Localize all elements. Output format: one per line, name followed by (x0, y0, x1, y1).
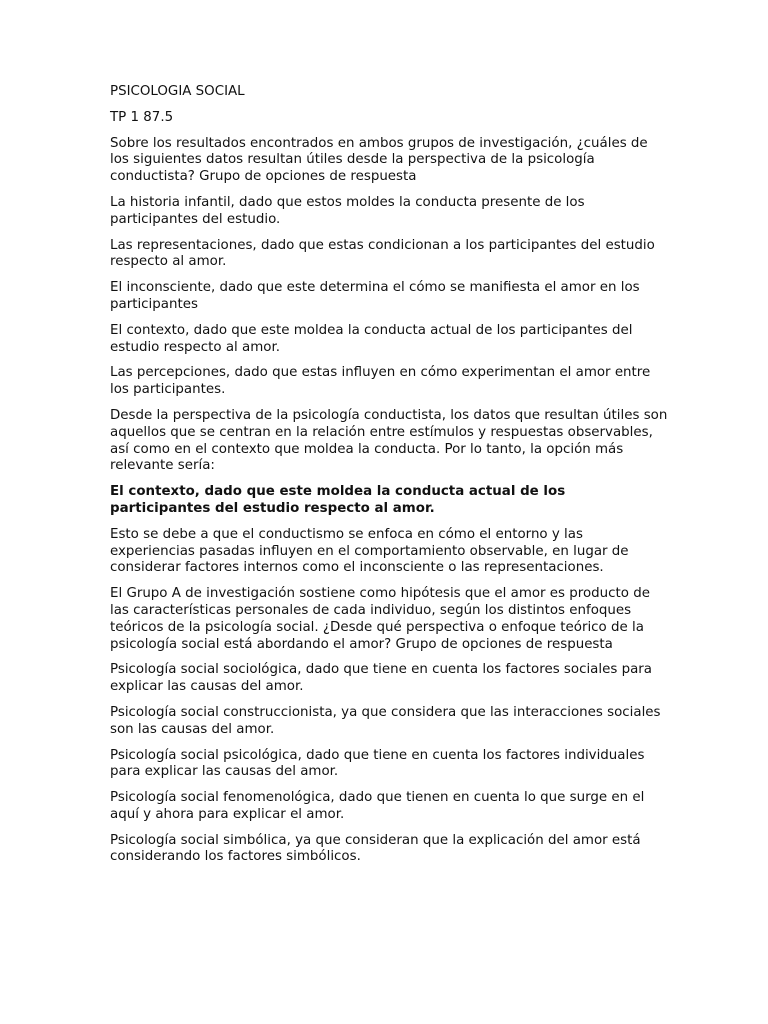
document-page (110, 84, 670, 875)
question-1-option: Las representaciones, dado que estas condicionan a los participantes del estudio respecto al amor. (110, 237, 655, 270)
document-title: PSICOLOGIA SOCIAL (110, 84, 245, 99)
question-2-option: Psicología social fenomenológica, dado que tienen en cuenta lo que surge en el aquí y ahora para explicar el amor. (110, 790, 645, 822)
question-1-option: La historia infantil, dado que estos moldes la conducta presente de los participantes del estudio. (110, 194, 585, 227)
question-2-option: Psicología social psicológica, dado que tiene en cuenta los factores individuales para explicar las causas del amor. (110, 747, 645, 780)
question-1-explanation: Desde la perspectiva de la psicología conductista, los datos que resultan útiles son aquellos que se centran en la relación entre estímulos y respuestas observables, así como en el contexto que moldea la conducta. Por lo tanto, la opción más relevante sería: (110, 407, 668, 474)
question-1-option: El contexto, dado que este moldea la conducta actual de los participantes del estudio respecto al amor. (110, 322, 633, 355)
question-1-justification: Esto se debe a que el conductismo se enfoca en cómo el entorno y las experiencias pasadas influyen en el comportamiento observable, en lugar de considerar factores internos como el inconsciente o las representaciones. (110, 526, 629, 576)
document-subtitle: TP 1 87.5 (110, 109, 174, 125)
question-1-answer: El contexto, dado que este moldea la conducta actual de los participantes del estudio respecto al amor. (110, 484, 566, 516)
question-2-option: Psicología social simbólica, ya que consideran que la explicación del amor está considerando los factores simbólicos. (110, 832, 641, 865)
question-2-prompt: El Grupo A de investigación sostiene como hipótesis que el amor es producto de las características personales de cada individuo, según los distintos enfoques teóricos de la psicología social. ¿Desde qué perspectiva o enfoque teórico de la psicología social está abordando el amor? Grupo de opciones de respuesta (110, 586, 650, 652)
question-2-option: Psicología social construccionista, ya que considera que las interacciones sociales son las causas del amor. (110, 704, 661, 737)
question-2-option: Psicología social sociológica, dado que tiene en cuenta los factores sociales para explicar las causas del amor. (110, 662, 652, 695)
question-1-prompt: Sobre los resultados encontrados en ambos grupos de investigación, ¿cuáles de los siguientes datos resultan útiles desde la perspectiva de la psicología conductista? Grupo de opciones de respuesta (110, 135, 648, 185)
question-1-option: El inconsciente, dado que este determina el cómo se manifiesta el amor en los participantes (110, 280, 640, 312)
question-1-option: Las percepciones, dado que estas influyen en cómo experimentan el amor entre los participantes. (110, 365, 651, 398)
